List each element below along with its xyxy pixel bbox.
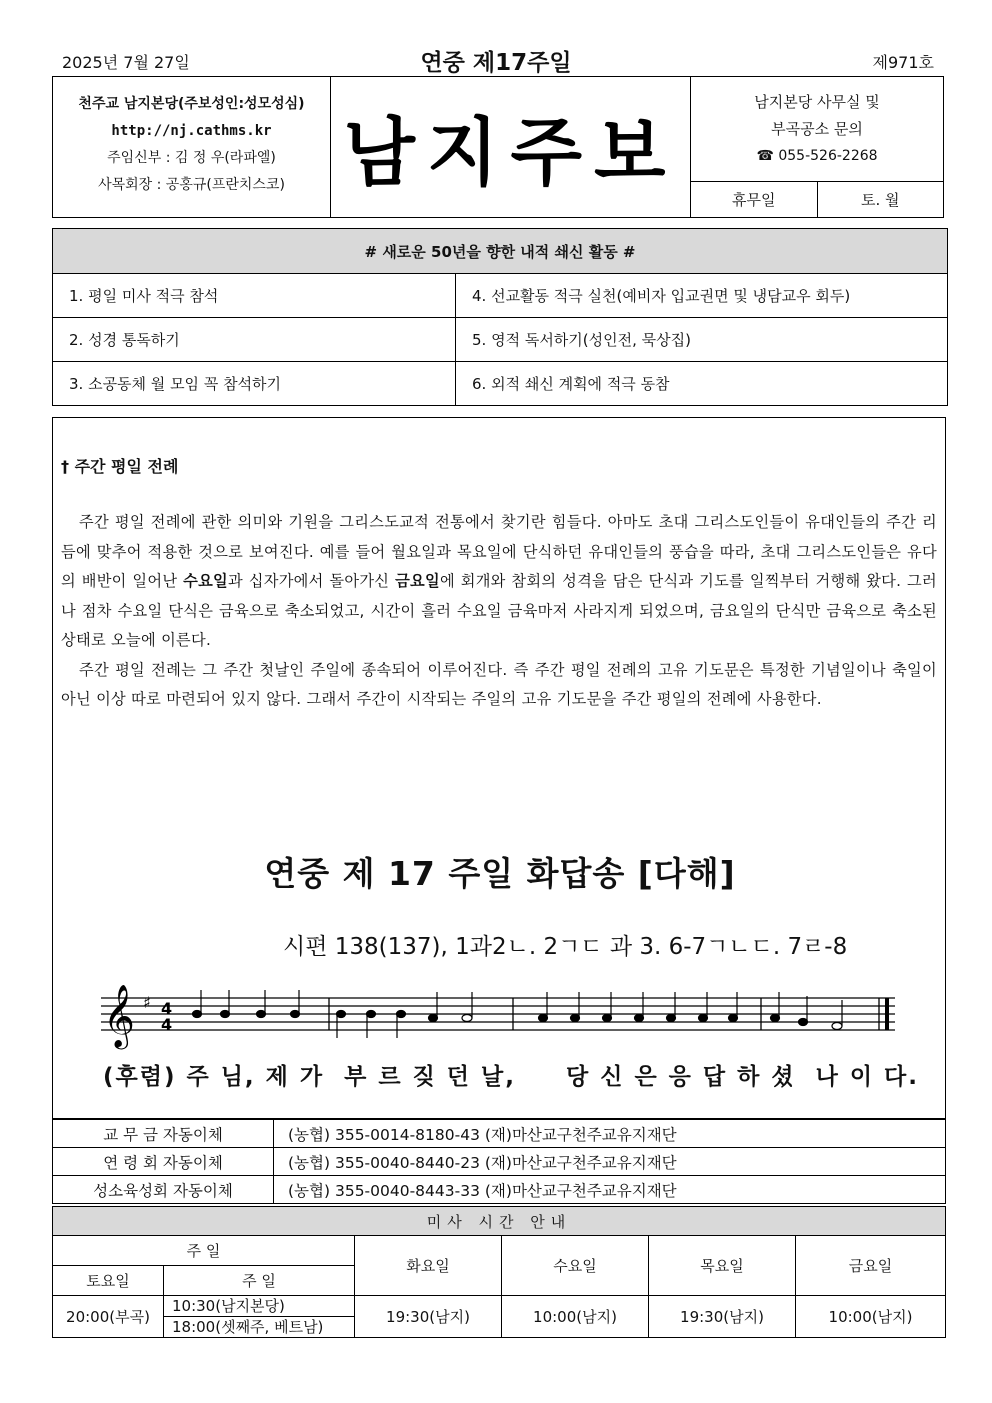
masthead-title-cell: [331, 77, 691, 217]
account-value: (농협) 355-0014-8180-43 (재)마산교구천주교유지재단: [274, 1120, 946, 1148]
renewal-item: 5. 영적 독서하기(성인전, 묵상집): [456, 318, 948, 362]
mass-schedule-table: [52, 1206, 946, 1338]
parish-info: [53, 77, 331, 217]
tuesday-header: 화요일: [355, 1236, 502, 1296]
renewal-heading: # 새로운 50년을 향한 내적 쇄신 활동 #: [53, 229, 948, 274]
article-box: [52, 417, 946, 1119]
article-paragraph-1: [61, 508, 937, 656]
pastor: 주임신부 : 김 정 우(라파엘): [107, 150, 276, 166]
psalm-title: 연중 제 17 주일 화답송 [다해]: [264, 854, 736, 893]
closed-days: 토. 월: [860, 191, 900, 209]
account-value: (농협) 355-0040-8443-33 (재)마산교구천주교유지재단: [274, 1176, 946, 1204]
account-label: 성소육성회 자동이체: [53, 1176, 274, 1204]
article-body: [61, 508, 937, 715]
renewal-item: 3. 소공동체 월 모임 꼭 참석하기: [53, 362, 456, 406]
office-line-1: 남지본당 사무실 및: [754, 93, 880, 111]
article-paragraph-2: 주간 평일 전례는 그 주간 첫날인 주일에 종속되어 이루어진다. 즉 주간 평일 전례의 고유 기도문은 특정한 기념일이나 축일이 아닌 이상 따로 마련되어 있지 않다. 그래서 주간이 시작되는 주일의 고유 기도문을 주간 평일의 전례에 사용한다.: [61, 660, 937, 708]
article-emphasis: 수요일: [183, 572, 229, 590]
renewal-item: 4. 선교활동 적극 실천(예비자 입교권면 및 냉담교우 회두): [456, 274, 948, 318]
sunday-header: 주 일: [164, 1266, 355, 1296]
masthead-title: 남지주보: [343, 110, 678, 196]
psalm-lyrics: (후렴) 주 님, 제 가 부 르 짖 던 날, 당 신 은 응 답 하 셨 나 이 다.: [103, 1064, 919, 1090]
table-row: [53, 1176, 946, 1204]
parish-url[interactable]: http://nj.cathms.kr: [111, 123, 272, 139]
renewal-item: 1. 평일 미사 적극 참석: [53, 274, 456, 318]
svg-text:4: 4: [161, 999, 173, 1018]
renewal-table: [52, 228, 948, 406]
article-emphasis: 금요일: [395, 572, 440, 590]
office-info: [691, 77, 943, 217]
account-label: 교 무 금 자동이체: [53, 1120, 274, 1148]
council-head: 사목회장 : 공홍규(프란치스코): [98, 177, 285, 193]
table-row: [53, 1120, 946, 1148]
sunday-time-1: 10:30(남지본당): [172, 1297, 285, 1315]
issue-date: 2025년 7월 27일: [62, 53, 190, 72]
table-row: [53, 1148, 946, 1176]
account-table: [52, 1119, 946, 1204]
office-line-2: 부곡공소 문의: [771, 120, 863, 138]
closed-label: 휴무일: [691, 182, 818, 217]
article-text: 과 십자가에서 돌아가신: [228, 572, 396, 590]
tuesday-time: 19:30(남지): [355, 1296, 502, 1338]
sunday-group-header: 주 일: [53, 1236, 355, 1266]
liturgical-sunday-title: 연중 제17주일: [420, 50, 572, 76]
closed-days-row: [691, 181, 943, 217]
parish-name: 천주교 남지본당(주보성인:성모성심): [78, 96, 305, 112]
mass-heading: 미사 시간 안내: [53, 1207, 946, 1236]
masthead-box: [52, 76, 944, 218]
saturday-header: 토요일: [53, 1266, 164, 1296]
sunday-time-2: 18:00(셋째주, 베트남): [164, 1316, 354, 1337]
wednesday-header: 수요일: [502, 1236, 649, 1296]
office-phone: 055-526-2268: [778, 148, 878, 164]
treble-clef-icon: 𝄞: [103, 984, 135, 1047]
account-value: (농협) 355-0040-8440-23 (재)마산교구천주교유지재단: [274, 1148, 946, 1176]
issue-number: 제971호: [872, 53, 934, 72]
sunday-times: [164, 1296, 355, 1338]
psalm-reference: 시편 138(137), 1과2ㄴ. 2ㄱㄷ 과 3. 6-7ㄱㄴㄷ. 7ㄹ-8: [283, 934, 848, 960]
friday-header: 금요일: [796, 1236, 946, 1296]
friday-time: 10:00(남지): [796, 1296, 946, 1338]
renewal-item: 2. 성경 통독하기: [53, 318, 456, 362]
wednesday-time: 10:00(남지): [502, 1296, 649, 1338]
article-title: † 주간 평일 전례: [61, 457, 179, 476]
article-text: 주간 평일 전례에 관한 의미와 기원을 그리스도교적 전통에서 찾기란 힘들다. 아마도 초대 그리스도인들이 유대인들의 주간 리듬에 맞추어 적용한 것으로 보여진다. 예를 들어 월요일과 목요일에 단식하던 유대인들의 풍습을 따라, 초대 그리스도인들은 유다의 배반이 일어난: [61, 513, 937, 590]
saturday-time: 20:00(부곡): [53, 1296, 164, 1338]
sharp-sign-icon: ♯: [143, 993, 151, 1012]
thursday-time: 19:30(남지): [649, 1296, 796, 1338]
account-label: 연 령 회 자동이체: [53, 1148, 274, 1176]
office-phone-row: [691, 143, 943, 170]
renewal-item: 6. 외적 쇄신 계획에 적극 동참: [456, 362, 948, 406]
phone-icon: ☎: [756, 148, 774, 164]
svg-text:4: 4: [161, 1015, 173, 1034]
article-text: 에 회개와 참회의 성격을 담은 단식과 기도를 일찍부터 거행해 왔다. 그러나 점차 수요일 단식은 금육으로 축소되었고, 시간이 흘러 수요일 금육마저 사라지게 되었으며, 금요일의 단식만 금육으로 축소된 상태로 오늘에 이른다.: [61, 572, 937, 649]
thursday-header: 목요일: [649, 1236, 796, 1296]
